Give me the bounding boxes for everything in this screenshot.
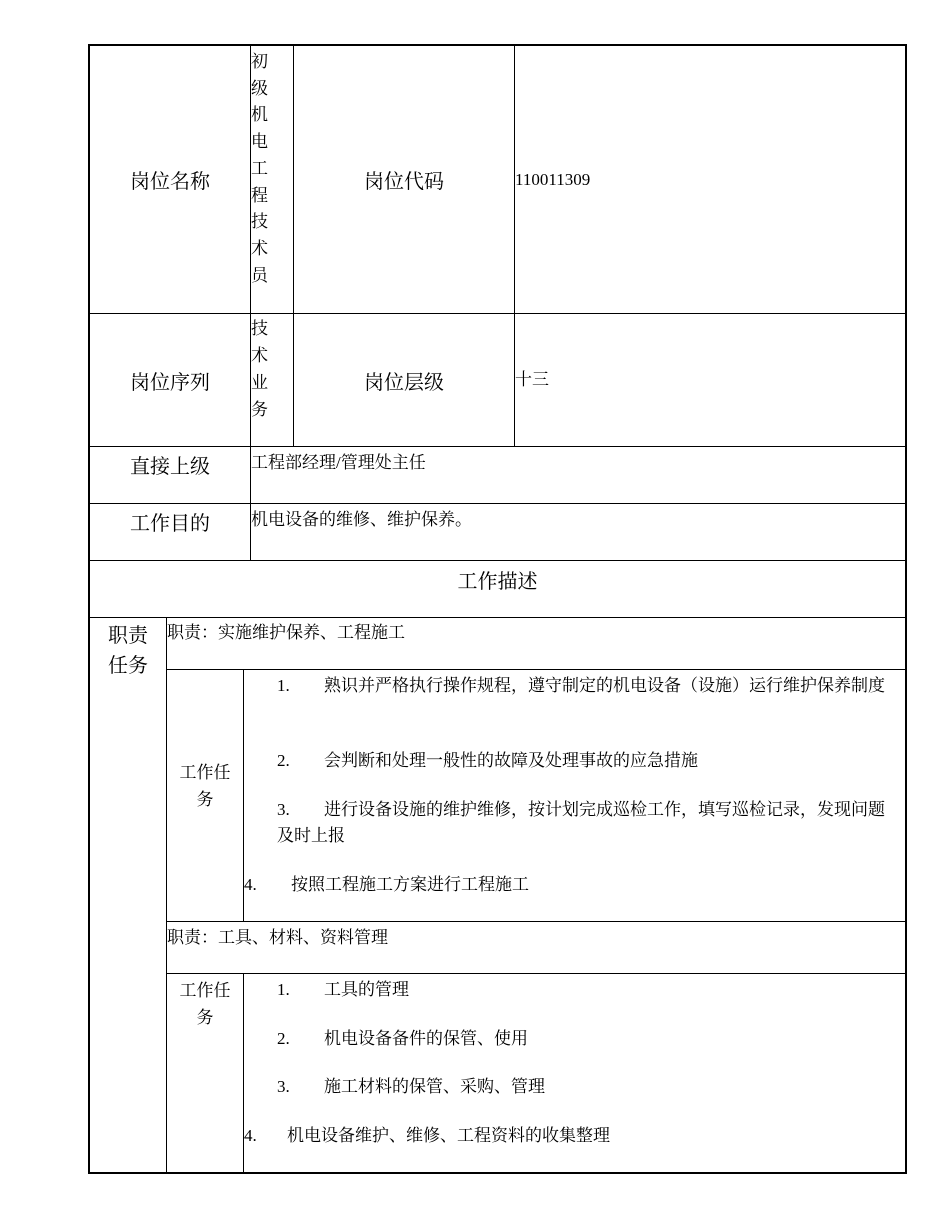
task-2-3: 3. 施工材料的保管、采购、管理 <box>277 1077 545 1096</box>
description-title: 工作描述 <box>457 571 538 593</box>
task-1-3: 3. 进行设备设施的维护维修，按计划完成巡检工作，填写巡检记录，发现问题及时上报 <box>277 800 885 845</box>
position-code-label: 岗位代码 <box>364 171 444 193</box>
supervisor-value: 工程部经理/管理处主任 <box>251 453 426 472</box>
duty-2: 职责：工具、材料、资料管理 <box>167 928 388 947</box>
duty-1: 职责：实施维护保养、工程施工 <box>167 623 405 642</box>
position-level-value: 十三 <box>515 370 549 389</box>
position-code-value: 110011309 <box>515 169 591 189</box>
position-series-value: 技术业务 <box>251 319 268 419</box>
task-1-4: 4. 按照工程施工方案进行工程施工 <box>244 875 529 894</box>
task-2-1: 1. 工具的管理 <box>277 980 409 999</box>
task-label-1: 工作任务 <box>179 763 231 809</box>
purpose-value: 机电设备的维修、维护保养。 <box>251 510 472 529</box>
supervisor-label: 直接上级 <box>130 456 210 478</box>
task-1-2: 2. 会判断和处理一般性的故障及处理事故的应急措施 <box>277 751 698 770</box>
position-name-label: 岗位名称 <box>130 171 210 193</box>
task-1-1: 1. 熟识并严格执行操作规程，遵守制定的机电设备（设施）运行维护保养制度 <box>277 676 885 695</box>
task-label-2: 工作任务 <box>179 981 231 1027</box>
purpose-label: 工作目的 <box>130 513 210 535</box>
position-name-value: 初级机电工程技术员 <box>251 52 268 285</box>
position-series-label: 岗位序列 <box>130 371 210 394</box>
position-level-label: 岗位层级 <box>364 371 444 394</box>
duties-label: 职责任务 <box>108 625 148 677</box>
task-2-2: 2. 机电设备备件的保管、使用 <box>277 1029 528 1048</box>
task-2-4: 4. 机电设备维护、维修、工程资料的收集整理 <box>244 1126 610 1145</box>
